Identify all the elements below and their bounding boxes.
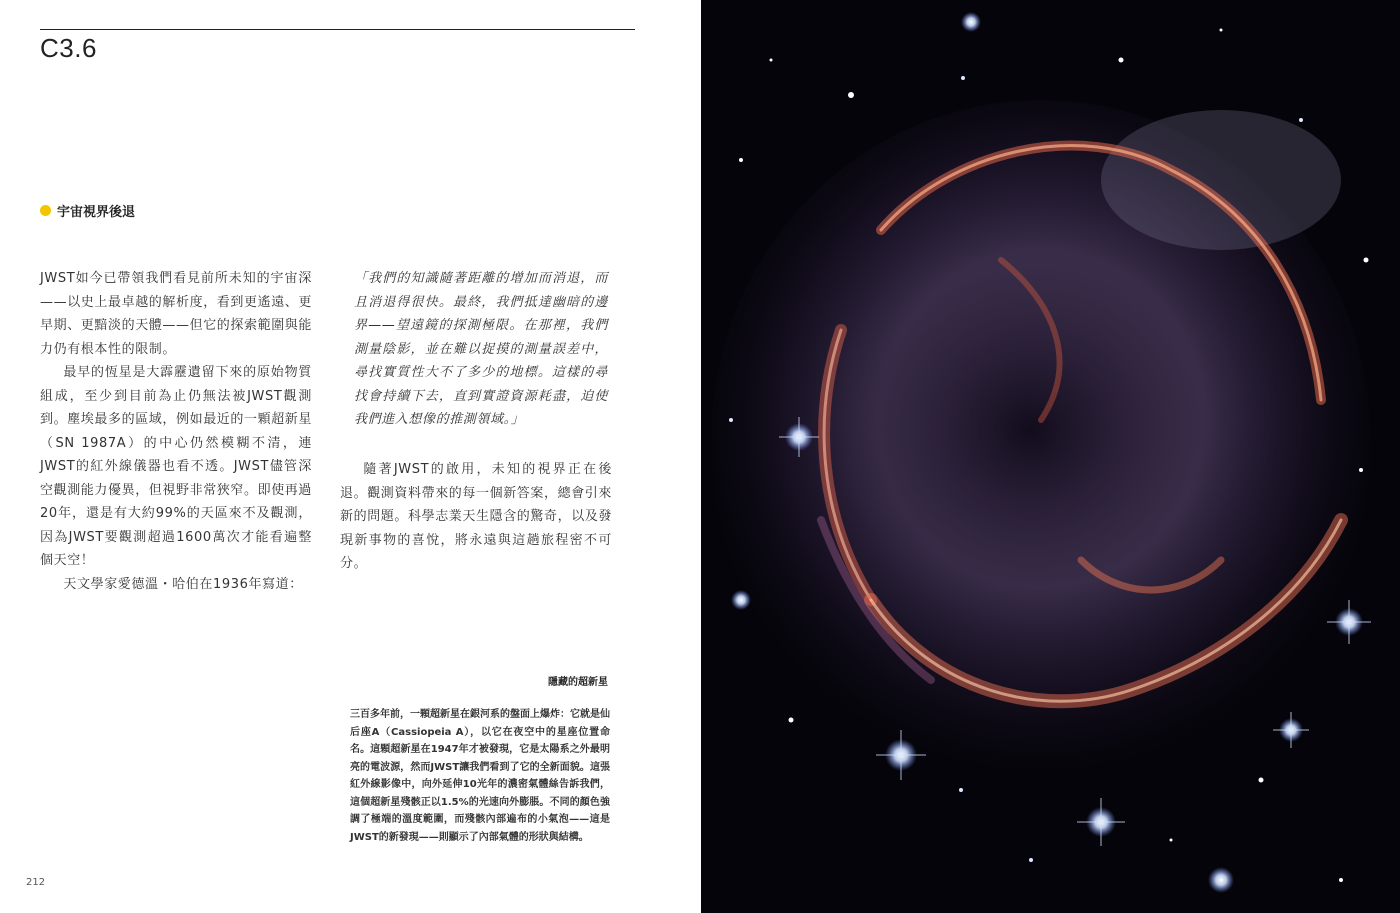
left-column [40,267,312,596]
chapter-number: C3.6 [40,33,97,63]
paragraph: 最早的恆星是大霹靂遺留下來的原始物質組成，至少到目前為止仍無法被JWST觀測到。塵埃最多的區域，例如最近的一顆超新星（SN 1987A）的中心仍然模糊不清，連JWST的紅外線儀器也看不透。JWST儘管深空觀測能力優異，但視野非常狹窄。即使再過20年，還是有大約99%的天區來不及觀測，因為JWST要觀測超過1600萬次才能看遍整個天空！ [40,365,313,568]
caption-body: 三百多年前，一顆超新星在銀河系的盤面上爆炸：它就是仙后座A（Cassiopeia A），以它在夜空中的星座位置命名。這顆超新星在1947年才被發現，它是太陽系之外最明亮的電波源，然而JWST讓我們看到了它的全新面貌。這張紅外線影像中，向外延伸10光年的濃密氣體絲告訴我們，這個超新星殘骸正以1.5%的光速向外膨脹。不同的顏色強調了極端的溫度範圍，而殘骸內部遍布的小氣泡——這是JWST的新發現——則顯示了內部氣體的形狀與結構。 [350,709,610,843]
top-rule [40,29,635,30]
section-title: 宇宙視界後退 [57,205,136,220]
quote-text: 「我們的知識隨著距離的增加而消退，而且消退得很快。最終，我們抵達幽暗的邊界——望遠鏡的探測極限。在那裡，我們測量陰影，並在難以捉摸的測量誤差中，尋找實質性大不了多少的地標。這樣的尋找會持續下去，直到實證資源耗盡，迫使我們進入想像的推測領域。」 [354,271,608,427]
paragraph: JWST如今已帶領我們看見前所未知的宇宙深——以史上最卓越的解析度，看到更遙遠、更早期、更黯淡的天體——但它的探索範圍與能力仍有根本性的限制。 [40,271,313,357]
paragraph: 天文學家愛德溫・哈伯在1936年寫道： [63,576,303,592]
bullet-dot-icon [40,205,51,216]
right-column [340,458,612,576]
page-number: 212 [26,877,46,888]
caption-title: 隱藏的超新星 [548,677,608,688]
section-heading [40,201,135,220]
supernova-remnant-illustration [701,0,1400,913]
paragraph: 隨著JWST的啟用，未知的視界正在後退。觀測資料帶來的每一個新答案，總會引來新的問題。科學志業天生隱含的驚奇，以及發現新事物的喜悅，將永遠與這趟旅程密不可分。 [340,462,613,571]
hubble-quote [354,267,608,432]
cassiopeia-a-image [701,0,1400,913]
